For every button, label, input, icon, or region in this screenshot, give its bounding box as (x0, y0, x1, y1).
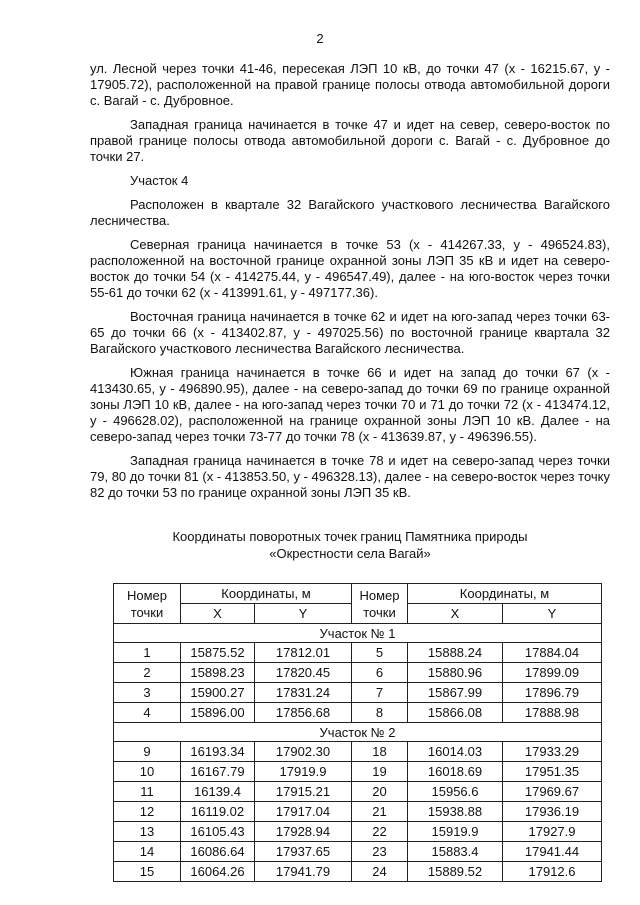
section-row (114, 723, 602, 742)
cell-y: 17928.94 (255, 822, 352, 842)
cell-x: 15900.27 (181, 683, 255, 703)
cell-point-number: 21 (352, 802, 408, 822)
section-title: Участок № 2 (114, 723, 602, 742)
table-body (114, 624, 602, 882)
header-point-number: Номер точки (114, 584, 181, 624)
cell-x: 16105.43 (181, 822, 255, 842)
cell-x: 16139.4 (181, 782, 255, 802)
cell-point-number: 12 (114, 802, 181, 822)
cell-x: 15883.4 (408, 842, 503, 862)
cell-x: 16018.69 (408, 762, 503, 782)
cell-x: 16167.79 (181, 762, 255, 782)
cell-point-number: 4 (114, 703, 181, 723)
paragraph-continuation: ул. Лесной через точки 41-46, пересекая ЛЭП 10 кВ, до точки 47 (х - 16215.67, у - 17905.72), расположенной на правой границе полосы отвода автомобильной дороги с. Вагай - с. Дубровное. (90, 61, 610, 108)
table-row (114, 762, 602, 782)
cell-point-number: 11 (114, 782, 181, 802)
cell-y: 17941.79 (255, 862, 352, 882)
cell-y: 17941.44 (503, 842, 602, 862)
cell-y: 17888.98 (503, 703, 602, 723)
cell-y: 17812.01 (255, 643, 352, 663)
cell-x: 15956.6 (408, 782, 503, 802)
cell-y: 17936.19 (503, 802, 602, 822)
table-row (114, 782, 602, 802)
table-row (114, 703, 602, 723)
cell-x: 15898.23 (181, 663, 255, 683)
paragraph-location: Расположен в квартале 32 Вагайского участкового лесничества Вагайского лесничества. (90, 197, 610, 228)
table-row (114, 862, 602, 882)
header-y: Y (255, 604, 352, 624)
cell-y: 17937.65 (255, 842, 352, 862)
cell-x: 15867.99 (408, 683, 503, 703)
paragraph-west-boundary-3: Западная граница начинается в точке 47 и идет на север, северо-восток по правой границе полосы отвода автомобильной дороги с. Вагай - с. Дубровное до точки 27. (90, 117, 610, 164)
cell-x: 15875.52 (181, 643, 255, 663)
cell-x: 16193.34 (181, 742, 255, 762)
cell-point-number: 6 (352, 663, 408, 683)
document-body (90, 61, 610, 509)
table-row (114, 742, 602, 762)
cell-y: 17831.24 (255, 683, 352, 703)
table-title (90, 528, 610, 562)
cell-x: 15866.08 (408, 703, 503, 723)
table-title-line-1: Координаты поворотных точек границ Памятника природы (172, 529, 528, 544)
cell-point-number: 9 (114, 742, 181, 762)
cell-y: 17902.30 (255, 742, 352, 762)
cell-point-number: 23 (352, 842, 408, 862)
table-row (114, 822, 602, 842)
paragraph-south-boundary: Южная граница начинается в точке 66 и идет на запад до точки 67 (х - 413430.65, у - 496890.95), далее - на северо-запад до точки 69 по границе охранной зоны ЛЭП 10 кВ, далее - на юго-запад через точки 70 и 71 до точки 72 (х - 413474.12, у - 496628.02), расположенной на границе охранной зоны ЛЭП 10 кВ. Далее - на северо-запад через точки 73-77 до точки 78 (х - 413639.87, у - 496396.55). (90, 365, 610, 444)
cell-x: 16014.03 (408, 742, 503, 762)
cell-point-number: 7 (352, 683, 408, 703)
coordinates-table (113, 583, 602, 882)
cell-y: 17912.6 (503, 862, 602, 882)
cell-y: 17899.09 (503, 663, 602, 683)
cell-point-number: 15 (114, 862, 181, 882)
cell-point-number: 3 (114, 683, 181, 703)
header-x: X (408, 604, 503, 624)
cell-x: 16119.02 (181, 802, 255, 822)
table-row (114, 643, 602, 663)
cell-point-number: 24 (352, 862, 408, 882)
cell-y: 17917.04 (255, 802, 352, 822)
cell-x: 16064.26 (181, 862, 255, 882)
cell-point-number: 13 (114, 822, 181, 842)
cell-y: 17896.79 (503, 683, 602, 703)
cell-point-number: 5 (352, 643, 408, 663)
table-row (114, 663, 602, 683)
cell-point-number: 2 (114, 663, 181, 683)
section-heading-plot-4: Участок 4 (130, 173, 189, 188)
cell-y: 17919.9 (255, 762, 352, 782)
cell-y: 17856.68 (255, 703, 352, 723)
cell-point-number: 20 (352, 782, 408, 802)
cell-x: 15938.88 (408, 802, 503, 822)
cell-y: 17820.45 (255, 663, 352, 683)
header-coordinates: Координаты, м (181, 584, 352, 604)
cell-x: 15896.00 (181, 703, 255, 723)
table-title-line-2: «Окрестности села Вагай» (269, 546, 431, 561)
cell-y: 17969.67 (503, 782, 602, 802)
cell-point-number: 10 (114, 762, 181, 782)
section-title: Участок № 1 (114, 624, 602, 643)
cell-point-number: 19 (352, 762, 408, 782)
cell-y: 17915.21 (255, 782, 352, 802)
cell-y: 17884.04 (503, 643, 602, 663)
cell-point-number: 1 (114, 643, 181, 663)
page-number: 2 (316, 31, 324, 46)
paragraph-west-boundary-4: Западная граница начинается в точке 78 и идет на северо-запад через точки 79, 80 до точки 81 (х - 413853.50, у - 496328.13), далее - на северо-восток через точку 82 до точки 53 по границе охранной зоны ЛЭП 35 кВ. (90, 453, 610, 500)
header-x: X (181, 604, 255, 624)
header-coordinates: Координаты, м (408, 584, 602, 604)
section-row (114, 624, 602, 643)
cell-x: 15888.24 (408, 643, 503, 663)
cell-y: 17933.29 (503, 742, 602, 762)
cell-point-number: 18 (352, 742, 408, 762)
cell-y: 17927.9 (503, 822, 602, 842)
cell-x: 15880.96 (408, 663, 503, 683)
paragraph-east-boundary: Восточная граница начинается в точке 62 и идет на юго-запад через точки 63-65 до точки 66 (х - 413402.87, у - 497025.56) по восточной границе квартала 32 Вагайского участкового лесничества Вагайского лесничества. (90, 309, 610, 356)
cell-x: 15889.52 (408, 862, 503, 882)
cell-point-number: 14 (114, 842, 181, 862)
cell-y: 17951.35 (503, 762, 602, 782)
header-point-number: Номер точки (352, 584, 408, 624)
table-row (114, 802, 602, 822)
table-row (114, 683, 602, 703)
header-y: Y (503, 604, 602, 624)
cell-x: 16086.64 (181, 842, 255, 862)
cell-point-number: 8 (352, 703, 408, 723)
cell-point-number: 22 (352, 822, 408, 842)
cell-x: 15919.9 (408, 822, 503, 842)
paragraph-north-boundary: Северная граница начинается в точке 53 (х - 414267.33, у - 496524.83), расположенной на восточной границе охранной зоны ЛЭП 35 кВ и идет на северо-восток до точки 54 (х - 414275.44, у - 496547.49), далее - на юго-восток через точки 55-61 до точки 62 (х - 413991.61, у - 497177.36). (90, 237, 610, 300)
table-row (114, 842, 602, 862)
